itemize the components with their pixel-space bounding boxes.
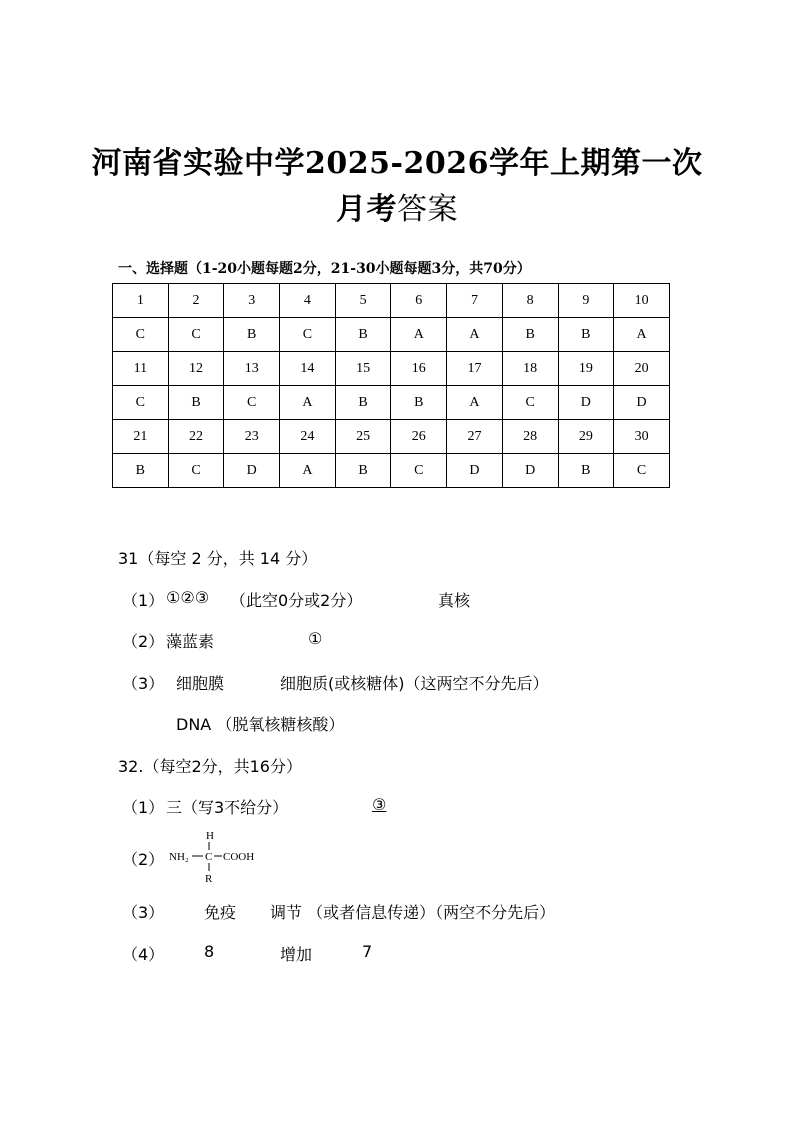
- answer-cell: C: [168, 318, 224, 352]
- answer-cell: A: [391, 318, 447, 352]
- answer-cell: C: [113, 386, 169, 420]
- question-number-cell: 10: [614, 284, 670, 318]
- q31-part1-label: （1）: [122, 591, 165, 610]
- q31-part1-answer: ①②③: [166, 588, 210, 607]
- q32-part1-label: （1）: [122, 798, 165, 817]
- answer-cell: A: [280, 386, 336, 420]
- answer-cell: D: [224, 454, 280, 488]
- q32-part4-answer2: 增加: [280, 945, 313, 964]
- answer-cell: A: [447, 318, 503, 352]
- q32-part3-answer: 免疫: [204, 903, 237, 922]
- answer-cell: B: [335, 386, 391, 420]
- question-number-row: [113, 284, 670, 318]
- answer-cell: B: [335, 454, 391, 488]
- answer-cell: D: [558, 386, 614, 420]
- page-title-line2-light: 答案: [397, 192, 458, 227]
- q32-part4-answer3: 7: [362, 942, 373, 961]
- answer-cell: C: [280, 318, 336, 352]
- answer-cell: A: [280, 454, 336, 488]
- answer-cell: C: [168, 454, 224, 488]
- struct-right-cooh: COOH: [223, 851, 255, 863]
- answer-table: [112, 283, 670, 488]
- q32-part1-answer: 三（写3不给分）: [166, 798, 289, 817]
- answer-cell: B: [558, 454, 614, 488]
- q31-part3-answer2: 细胞质(或核糖体)（这两空不分先后）: [280, 674, 549, 693]
- page-title-line1: 河南省实验中学2025-2026学年上期第一次: [91, 146, 703, 181]
- question-number-cell: 24: [280, 420, 336, 454]
- question-number-cell: 16: [391, 352, 447, 386]
- q31-part3-label: （3）: [122, 674, 165, 693]
- question-number-cell: 21: [113, 420, 169, 454]
- question-number-row: [113, 352, 670, 386]
- q31-part3-answer3: DNA （脱氧核糖核酸）: [176, 715, 345, 734]
- q31-part1-answer2: 真核: [438, 591, 471, 610]
- question-number-cell: 13: [224, 352, 280, 386]
- struct-center-c: C: [205, 851, 213, 863]
- question-number-cell: 28: [502, 420, 558, 454]
- answer-cell: B: [558, 318, 614, 352]
- page-title-line2: [0, 184, 794, 228]
- question-number-cell: 2: [168, 284, 224, 318]
- question-number-cell: 29: [558, 420, 614, 454]
- question-number-cell: 22: [168, 420, 224, 454]
- question-number-cell: 18: [502, 352, 558, 386]
- amino-acid-structure: [168, 826, 268, 886]
- question-number-cell: 8: [502, 284, 558, 318]
- answer-cell: B: [502, 318, 558, 352]
- q32-part3-answer2: 调节 （或者信息传递）（两空不分先后）: [270, 903, 556, 922]
- question-number-cell: 25: [335, 420, 391, 454]
- answer-cell: B: [224, 318, 280, 352]
- q32-part1-answer2: ③: [372, 795, 387, 814]
- answer-cell: A: [447, 386, 503, 420]
- q31-part2-label: （2）: [122, 632, 165, 651]
- answer-cell: C: [502, 386, 558, 420]
- question-number-cell: 19: [558, 352, 614, 386]
- question-number-cell: 14: [280, 352, 336, 386]
- question-number-cell: 7: [447, 284, 503, 318]
- answer-cell: C: [224, 386, 280, 420]
- q32-part4-answer: 8: [204, 942, 215, 961]
- struct-top-h: H: [206, 830, 214, 842]
- answer-cell: B: [391, 386, 447, 420]
- question-number-cell: 23: [224, 420, 280, 454]
- q32-part2-label: （2）: [122, 850, 165, 869]
- question-number-cell: 20: [614, 352, 670, 386]
- question-number-cell: 5: [335, 284, 391, 318]
- struct-left-nh2: NH₂: [169, 851, 189, 863]
- answer-cell: B: [113, 454, 169, 488]
- answer-cell: C: [113, 318, 169, 352]
- question-number-row: [113, 420, 670, 454]
- q32-part4-label: （4）: [122, 945, 165, 964]
- answer-row: [113, 454, 670, 488]
- question-number-cell: 9: [558, 284, 614, 318]
- q31-heading: 31（每空 2 分，共 14 分）: [118, 549, 318, 568]
- question-number-cell: 17: [447, 352, 503, 386]
- answer-cell: D: [502, 454, 558, 488]
- answer-cell: B: [335, 318, 391, 352]
- question-number-cell: 1: [113, 284, 169, 318]
- q31-part1-note: （此空0分或2分）: [230, 591, 363, 610]
- q31-part2-answer2: ①: [308, 629, 323, 648]
- answer-cell: A: [614, 318, 670, 352]
- answer-cell: C: [391, 454, 447, 488]
- q32-part3-label: （3）: [122, 903, 165, 922]
- q31-part3-answer: 细胞膜: [176, 674, 225, 693]
- struct-bottom-r: R: [205, 873, 213, 885]
- section1-heading: 一、选择题（1-20小题每题2分，21-30小题每题3分，共70分）: [118, 261, 531, 277]
- q32-heading: 32.（每空2分，共16分）: [118, 757, 302, 776]
- question-number-cell: 12: [168, 352, 224, 386]
- answer-row: [113, 318, 670, 352]
- question-number-cell: 11: [113, 352, 169, 386]
- question-number-cell: 4: [280, 284, 336, 318]
- question-number-cell: 3: [224, 284, 280, 318]
- question-number-cell: 27: [447, 420, 503, 454]
- question-number-cell: 15: [335, 352, 391, 386]
- answer-row: [113, 386, 670, 420]
- question-number-cell: 6: [391, 284, 447, 318]
- answer-cell: D: [447, 454, 503, 488]
- page-title-line2-bold: 月考: [336, 192, 397, 227]
- answer-cell: D: [614, 386, 670, 420]
- question-number-cell: 30: [614, 420, 670, 454]
- q31-part2-answer: 藻蓝素: [166, 632, 215, 651]
- answer-cell: C: [614, 454, 670, 488]
- answer-cell: B: [168, 386, 224, 420]
- question-number-cell: 26: [391, 420, 447, 454]
